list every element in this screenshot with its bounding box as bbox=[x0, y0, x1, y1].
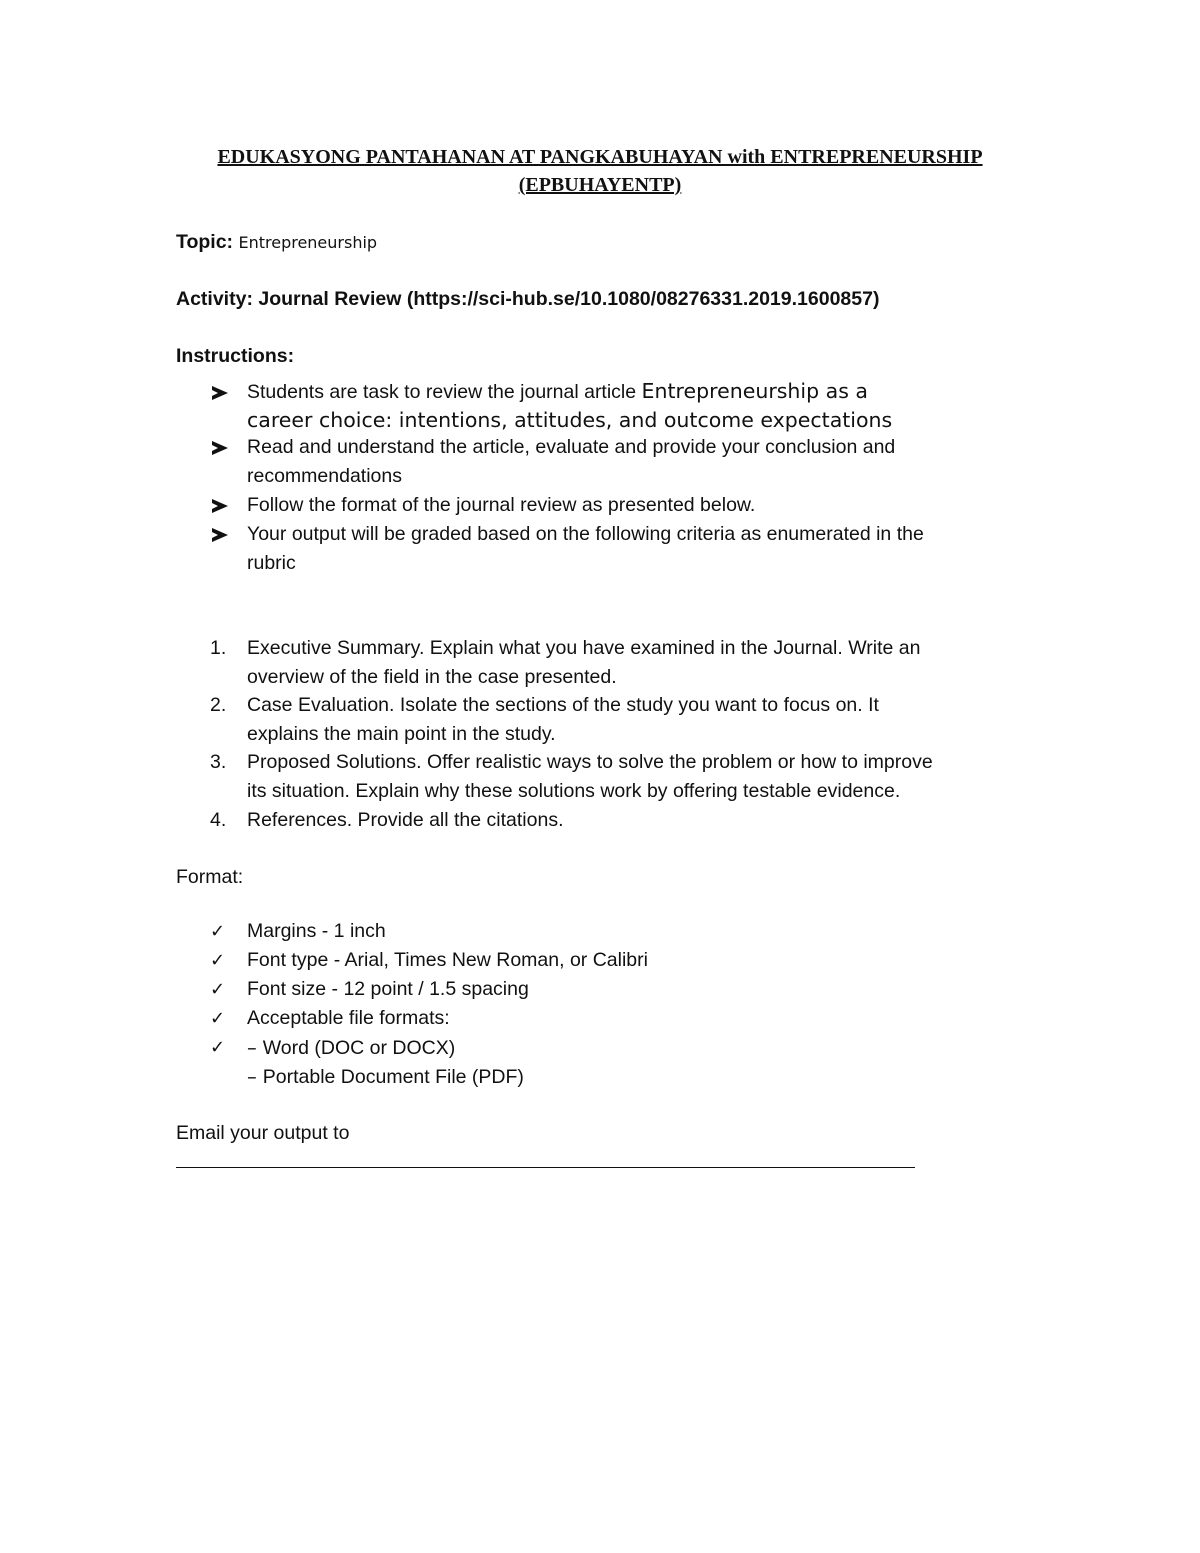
email-label: Email your output to bbox=[176, 1122, 350, 1144]
instruction-item bbox=[210, 433, 1030, 491]
criteria-text-cont: overview of the field in the case presented. bbox=[247, 666, 617, 688]
arrow-bullet-icon bbox=[210, 520, 240, 551]
format-item bbox=[210, 946, 1030, 975]
email-blank-line bbox=[176, 1167, 915, 1168]
document-subtitle: (EPBUHAYENTP) bbox=[518, 174, 682, 196]
format-text: Word (DOC or DOCX) bbox=[262, 1037, 456, 1059]
criteria-text-cont: explains the main point in the study. bbox=[247, 723, 556, 745]
instruction-text-cont: rubric bbox=[247, 552, 296, 574]
dash-bullet: – bbox=[247, 1065, 257, 1088]
criteria-number: 4. bbox=[210, 809, 227, 831]
instruction-text: Follow the format of the journal review as presented below. bbox=[247, 494, 756, 516]
article-title: Entrepreneurship as a bbox=[641, 379, 868, 403]
format-item bbox=[210, 1004, 1030, 1033]
format-item bbox=[210, 917, 1030, 946]
checkmark-icon: ✓ bbox=[210, 979, 226, 1000]
criteria-text: Executive Summary. Explain what you have examined in the Journal. Write an bbox=[247, 637, 921, 659]
criteria-text-cont: its situation. Explain why these solutions work by offering testable evidence. bbox=[247, 780, 901, 802]
checkmark-icon: ✓ bbox=[210, 1037, 226, 1058]
format-text: Font type - Arial, Times New Roman, or Calibri bbox=[247, 949, 648, 971]
criteria-item bbox=[210, 806, 1030, 835]
checkmark-icon: ✓ bbox=[210, 1008, 226, 1029]
format-text: Font size - 12 point / 1.5 spacing bbox=[247, 978, 529, 1000]
format-text: Margins - 1 inch bbox=[247, 920, 386, 942]
criteria-item bbox=[210, 691, 1030, 749]
format-text: Portable Document File (PDF) bbox=[262, 1066, 524, 1088]
format-sub-item bbox=[210, 1062, 1030, 1092]
article-title-cont: career choice: intentions, attitudes, and outcome expectations bbox=[247, 408, 893, 432]
instruction-item bbox=[210, 520, 1030, 578]
instructions-label: Instructions: bbox=[176, 345, 295, 367]
format-label: Format: bbox=[176, 866, 244, 888]
format-item bbox=[210, 975, 1030, 1004]
format-item bbox=[210, 1033, 1030, 1063]
criteria-text: Proposed Solutions. Offer realistic ways to solve the problem or how to improve bbox=[247, 751, 933, 773]
topic-label: Topic: bbox=[176, 231, 234, 253]
topic-line bbox=[176, 228, 377, 257]
arrow-bullet-icon bbox=[210, 378, 240, 409]
instruction-text: Students are task to review the journal article bbox=[247, 381, 637, 403]
criteria-item bbox=[210, 634, 1030, 692]
instruction-text: Your output will be graded based on the following criteria as enumerated in the bbox=[247, 523, 924, 545]
dash-bullet: – bbox=[247, 1036, 257, 1059]
instruction-item bbox=[210, 378, 1030, 436]
arrow-bullet-icon bbox=[210, 491, 240, 522]
activity-line: Activity: Journal Review (https://sci-hub.se/10.1080/08276331.2019.1600857) bbox=[176, 288, 880, 310]
format-text: Acceptable file formats: bbox=[247, 1007, 450, 1029]
criteria-text: References. Provide all the citations. bbox=[247, 809, 564, 831]
criteria-number: 3. bbox=[210, 751, 227, 773]
criteria-number: 1. bbox=[210, 637, 227, 659]
criteria-text: Case Evaluation. Isolate the sections of the study you want to focus on. It bbox=[247, 694, 879, 716]
instruction-text: Read and understand the article, evaluate and provide your conclusion and bbox=[247, 436, 896, 458]
topic-value: Entrepreneurship bbox=[238, 233, 378, 252]
instruction-item bbox=[210, 491, 1030, 520]
criteria-item bbox=[210, 748, 1030, 806]
instruction-text-cont: recommendations bbox=[247, 465, 402, 487]
checkmark-icon: ✓ bbox=[210, 950, 226, 971]
criteria-number: 2. bbox=[210, 694, 227, 716]
document-title: EDUKASYONG PANTAHANAN AT PANGKABUHAYAN with ENTREPRENEURSHIP bbox=[217, 146, 983, 168]
arrow-bullet-icon bbox=[210, 433, 240, 464]
checkmark-icon: ✓ bbox=[210, 921, 226, 942]
